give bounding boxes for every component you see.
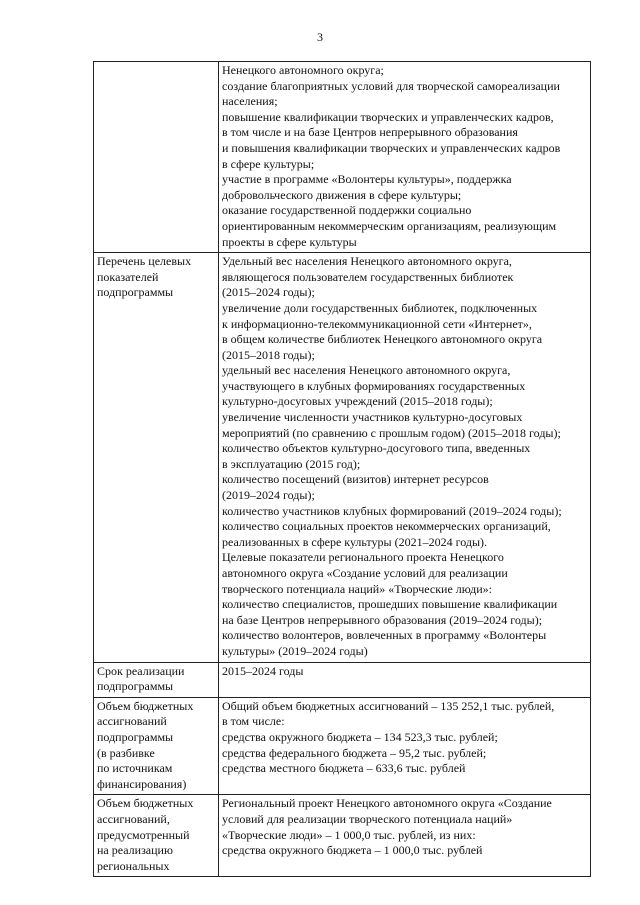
text-line: средства окружного бюджета – 134 523,3 тыс. рублей; (222, 729, 498, 744)
text-line: оказание государственной поддержки социально (222, 203, 472, 218)
row-content (219, 62, 591, 253)
text-line: региональных (97, 858, 170, 873)
text-line: участие в программе «Волонтеры культуры», поддержка (222, 172, 512, 187)
text-line: создание благоприятных условий для творческой самореализации (222, 78, 560, 93)
text-line: автономного округа «Создание условий для реализации (222, 566, 508, 580)
text-line: добровольческого движения в сфере культуры; (222, 187, 462, 202)
row-content (219, 795, 591, 877)
text-line: и повышения квалификации творческих и управленческих кадров (222, 140, 561, 155)
row-label (94, 62, 219, 253)
text-line: «Творческие люди» – 1 000,0 тыс. рублей, из них: (222, 827, 476, 842)
text-line: являющегося пользователем государственных библиотек (222, 269, 514, 284)
text-line: Срок реализации (97, 663, 185, 678)
text-line: в эксплуатацию (2015 год); (222, 456, 361, 471)
table-row-regional-projects-budget (94, 795, 591, 877)
table-row-implementation-period (94, 662, 591, 697)
text-line: количество посещений (визитов) интернет ресурсов (222, 472, 489, 487)
text-line: средства федерального бюджета – 95,2 тыс. рублей; (222, 745, 487, 760)
text-line: в том числе: (222, 714, 285, 729)
text-line: подпрограммы (97, 285, 174, 300)
text-line: творческого потенциала наций» «Творческие люди»: (222, 581, 493, 596)
text-line: мероприятий (по сравнению с прошлым годом) (2015–2018 годы); (222, 425, 561, 440)
row-label (94, 662, 219, 697)
text-line: культурно-досуговых учреждений (2015–2018 годы); (222, 394, 493, 409)
text-line: проекты в сфере культуры (222, 234, 357, 249)
text-line: количество объектов культурно-досугового типа, введенных (222, 441, 531, 456)
text-line: подпрограммы (97, 729, 174, 744)
text-line: (в разбивке (97, 745, 155, 760)
text-line: количество волонтеров, вовлеченных в программу «Волонтеры (222, 628, 547, 643)
row-content (219, 697, 591, 795)
row-content (219, 253, 591, 662)
table-row-budget-allocations (94, 697, 591, 795)
text-line: в сфере культуры; (222, 156, 315, 171)
text-line: по источникам (97, 761, 173, 776)
text-line: населения; (222, 94, 278, 109)
text-line: к информационно-телекоммуникационной сети «Интернет», (222, 316, 532, 331)
row-label (94, 795, 219, 877)
text-line: (2015–2018 годы); (222, 347, 315, 362)
text-line: участвующего в клубных формированиях государственных (222, 378, 526, 393)
text-line: Удельный вес населения Ненецкого автономного округа, (222, 254, 512, 269)
text-line: средства местного бюджета – 633,6 тыс. рублей (222, 761, 466, 776)
text-line: Ненецкого автономного округа; (222, 63, 384, 77)
text-line: количество участников клубных формирований (2019–2024 годы); (222, 503, 562, 518)
row-label (94, 697, 219, 795)
text-line: увеличение доли государственных библиотек, подключенных (222, 300, 538, 315)
text-line: культуры» (2019–2024 годы) (222, 643, 368, 658)
row-label (94, 253, 219, 662)
text-line: Общий объем бюджетных ассигнований – 135 252,1 тыс. рублей, (222, 698, 555, 713)
text-line: (2019–2024 годы); (222, 488, 315, 503)
text-line: увеличение численности участников культурно-досуговых (222, 410, 523, 425)
row-content (219, 662, 591, 697)
text-line: Региональный проект Ненецкого автономного округа «Создание (222, 796, 552, 811)
text-line: показателей (97, 269, 159, 284)
text-line: Объем бюджетных (97, 698, 194, 713)
text-line: реализованных в сфере культуры (2021–2024 годы). (222, 534, 488, 549)
text-line: финансирования) (97, 776, 187, 791)
text-line: повышение квалификации творческих и управленческих кадров, (222, 109, 554, 124)
text-line: 2015–2024 годы (222, 663, 304, 678)
text-line: предусмотренный (97, 827, 190, 842)
text-line: Объем бюджетных (97, 796, 194, 811)
text-line: на реализацию (97, 843, 173, 858)
text-line: подпрограммы (97, 679, 174, 694)
text-line: ориентированным некоммерческим организациям, реализующим (222, 218, 557, 233)
text-line: в том числе и на базе Центров непрерывного образования (222, 125, 518, 140)
text-line: Целевые показатели регионального проекта Ненецкого (222, 550, 504, 565)
text-line: (2015–2024 годы); (222, 285, 315, 300)
text-line: средства окружного бюджета – 1 000,0 тыс. рублей (222, 843, 483, 858)
table-row-target-indicators (94, 253, 591, 662)
page-number: 3 (317, 30, 323, 44)
text-line: ассигнований (97, 714, 167, 729)
text-line: Перечень целевых (97, 254, 192, 269)
text-line: удельный вес населения Ненецкого автономного округа, (222, 363, 511, 378)
text-line: количество социальных проектов некоммерческих организаций, (222, 519, 551, 534)
passport-table (93, 61, 591, 877)
text-line: на базе Центров непрерывного образования (2019–2024 годы); (222, 612, 543, 627)
text-line: количество специалистов, прошедших повышение квалификации (222, 597, 558, 612)
table-row-goals-continued (94, 62, 591, 253)
text-line: условий для реализации творческого потенциала наций» (222, 811, 513, 826)
text-line: ассигнований, (97, 811, 170, 826)
text-line: в общем количестве библиотек Ненецкого автономного округа (222, 332, 543, 347)
